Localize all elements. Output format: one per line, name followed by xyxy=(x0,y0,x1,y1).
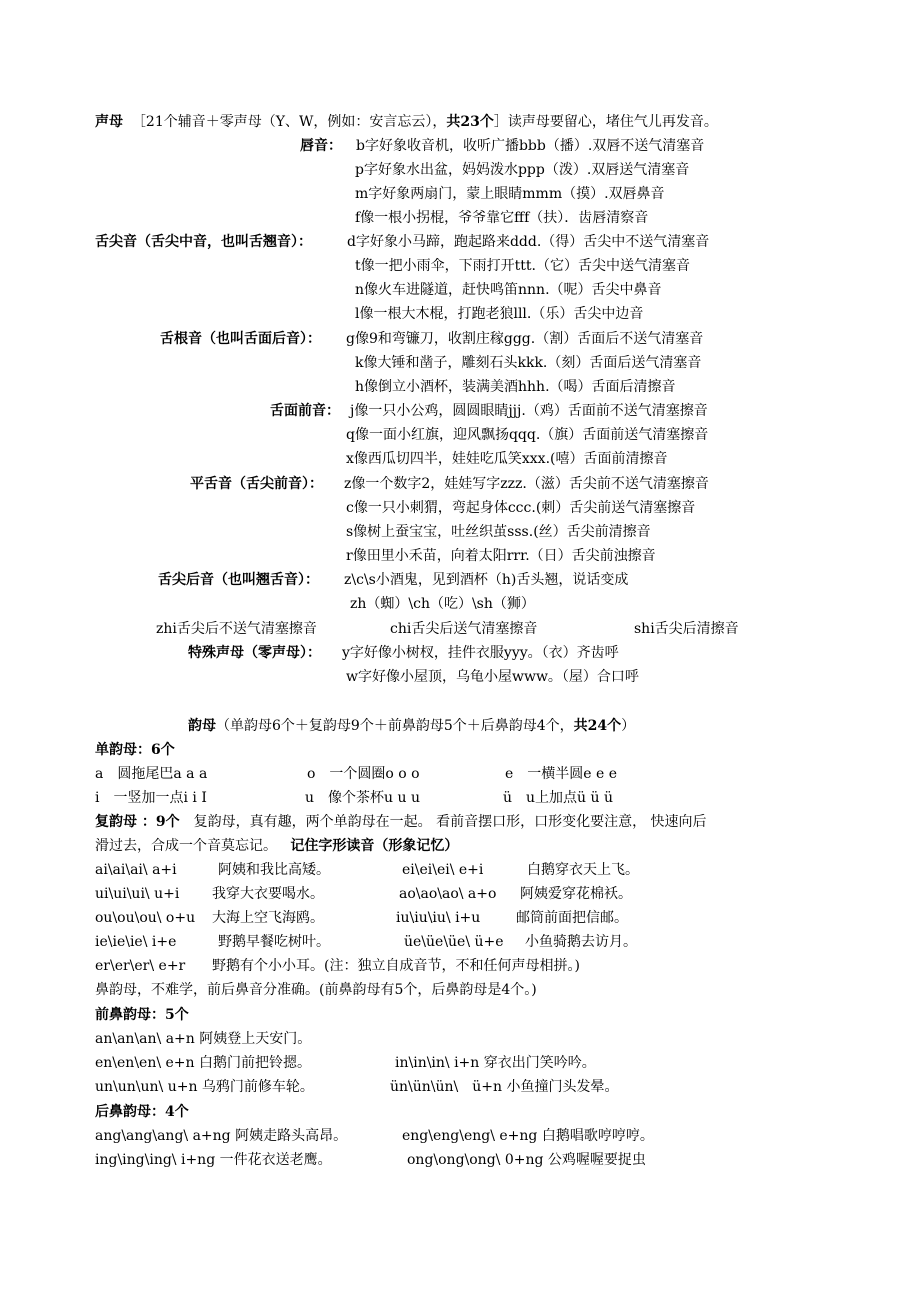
houbi-yunmu-item: ang\ang\ang\ a+ng 阿姨走路头高昂。 xyxy=(95,1128,348,1144)
qianbi-yunmu-heading: 前鼻韵母：5个 xyxy=(95,1007,189,1023)
fu-yunmu-code: ao\ao\ao\ a+o xyxy=(399,886,497,902)
shemian-qian-line: x像西瓜切四半，娃娃吃瓜笑xxx.(嘻）舌面前清擦音 xyxy=(346,451,668,467)
houbi-yunmu-heading: 后鼻韵母：4个 xyxy=(95,1104,189,1120)
fu-yunmu-text: 邮筒前面把信邮。 xyxy=(516,910,628,926)
yunmu-title-a: （单韵母6个＋复韵母9个＋前鼻韵母5个＋后鼻韵母4个， xyxy=(216,718,574,734)
shengmu-title: 声母 xyxy=(95,114,123,130)
shemian-qian-line: q像一面小红旗，迎风飘扬qqq.（旗）舌面前送气清塞擦音 xyxy=(346,427,709,443)
chunyin-line: m字好象两扇门，蒙上眼睛mmm（摸）.双唇鼻音 xyxy=(355,186,665,202)
fu-yunmu-code: er\er\er\ e+r xyxy=(95,958,186,974)
dan-yunmu-item: u 像个茶杯u u u xyxy=(305,790,420,806)
qianbi-yunmu-item: ün\ün\ün\ ü+n 小鱼撞门头发晕。 xyxy=(390,1079,619,1095)
fu-yunmu-intro2 xyxy=(95,836,458,856)
dan-yunmu-item: o 一个圆圈o o o xyxy=(307,766,420,782)
fu-yunmu-text: 阿姨爱穿花棉袄。 xyxy=(520,886,632,902)
houbi-yunmu-item: eng\eng\eng\ e+ng 白鹅唱歌哼哼哼。 xyxy=(402,1128,654,1144)
teshu-label: 特殊声母（零声母）： xyxy=(188,645,321,661)
yunmu-title: 韵母 xyxy=(188,718,216,734)
shegen-line: h像倒立小酒杯，装满美酒hhh.（喝）舌面后清擦音 xyxy=(355,379,676,395)
shejian-hou-desc: zhi舌尖后不送气清塞擦音 xyxy=(156,621,317,637)
houbi-yunmu-item: ong\ong\ong\ 0+ng 公鸡喔喔要捉虫 xyxy=(407,1152,646,1168)
dan-yunmu-item: e 一横半圆e e e xyxy=(505,766,618,782)
yunmu-title-c: ） xyxy=(621,718,636,734)
shegen-line: k像大锤和凿子，雕刻石头kkk.（刻）舌面后送气清塞音 xyxy=(355,355,702,371)
fu-yunmu-text: 野鹅有个小小耳。(注：独立自成音节，不和任何声母相拼。) xyxy=(212,958,580,974)
qianbi-yunmu-item: en\en\en\ e+n 白鹅门前把铃摁。 xyxy=(95,1055,311,1071)
shegen-line: g像9和弯镰刀，收割庄稼ggg.（割）舌面后不送气清塞音 xyxy=(346,331,704,347)
fu-yunmu-text: 野鹅早餐吃树叶。 xyxy=(218,934,330,950)
shejian-zhong-line: t像一把小雨伞，下雨打开ttt.（它）舌尖中送气清塞音 xyxy=(355,258,690,274)
fu-yunmu-text: 小鱼骑鹅去访月。 xyxy=(525,934,637,950)
yunmu-total: 共24个 xyxy=(573,718,622,734)
shengmu-intro-c: ］读声母要留心，堵住气儿再发音。 xyxy=(493,114,718,130)
houbi-yunmu-item: ing\ing\ing\ i+ng 一件花衣送老鹰。 xyxy=(95,1152,332,1168)
dan-yunmu-item: a 圆拖尾巴a a a xyxy=(95,766,208,782)
pingshe-line: s像树上蚕宝宝，吐丝织茧sss.(丝）舌尖前清擦音 xyxy=(346,524,651,540)
qianbi-yunmu-item: un\un\un\ u+n 乌鸦门前修车轮。 xyxy=(95,1079,314,1095)
chunyin-line: f像一根小拐棍，爷爷靠它fff（扶）．齿唇清察音 xyxy=(355,210,649,226)
dan-yunmu-item: i 一竖加一点i i I xyxy=(95,790,207,806)
fu-yunmu-text: 我穿大衣要喝水。 xyxy=(212,886,324,902)
pingshe-line: z像一个数字2，娃娃写字zzz.（滋）舌尖前不送气清塞擦音 xyxy=(344,476,709,492)
shejian-zhong-line: n像火车进隧道，赶快鸣笛nnn.（呢）舌尖中鼻音 xyxy=(355,282,662,298)
shejian-zhong-label: 舌尖音（舌尖中音，也叫舌翘音）： xyxy=(95,234,312,250)
shejian-zhong-line: d字好象小马蹄，跑起路来ddd.（得）舌尖中不送气清塞音 xyxy=(347,234,710,250)
qianbi-yunmu-item: an\an\an\ a+n 阿姨登上天安门。 xyxy=(95,1031,312,1047)
fu-yunmu-text: 大海上空飞海鸥。 xyxy=(212,910,324,926)
shejian-hou-desc: shi舌尖后清擦音 xyxy=(634,621,739,637)
pingshe-line: c像一只小刺猬，弯起身体ccc.(刺）舌尖前送气清塞擦音 xyxy=(346,500,696,516)
fu-yunmu-code: ou\ou\ou\ o+u xyxy=(95,910,196,926)
shegen-label: 舌根音（也叫舌面后音）： xyxy=(160,331,321,347)
fu-yunmu-intro2-a: 滑过去，合成一个音莫忘记。 xyxy=(95,838,277,854)
pingshe-line: r像田里小禾苗，向着太阳rrr.（日）舌尖前浊擦音 xyxy=(346,548,656,564)
fu-yunmu-code: ai\ai\ai\ a+i xyxy=(95,862,177,878)
shengmu-intro xyxy=(95,112,718,132)
fu-yunmu-code: üe\üe\üe\ ü+e xyxy=(404,934,504,950)
shejian-zhong-line: l像一根大木棍，打跑老狼lll.（乐）舌尖中边音 xyxy=(355,306,644,322)
teshu-line: y字好像小树杈，挂件衣服yyy。（衣）齐齿呼 xyxy=(342,645,619,661)
fu-yunmu-text: 阿姨和我比高矮。 xyxy=(218,862,330,878)
dan-yunmu-heading: 单韵母：6个 xyxy=(95,742,175,758)
chunyin-label: 唇音： xyxy=(300,138,342,154)
fu-yunmu-code: iu\iu\iu\ i+u xyxy=(396,910,481,926)
shejian-hou-desc: chi舌尖后送气清塞擦音 xyxy=(390,621,538,637)
yunmu-title-line xyxy=(188,716,635,736)
bi-yunmu-intro: 鼻韵母，不难学，前后鼻音分准确。(前鼻韵母有5个，后鼻韵母是4个。) xyxy=(95,982,537,998)
shemian-qian-label: 舌面前音： xyxy=(270,403,340,419)
shengmu-intro-a: ［21个辅音＋零声母（Y、W，例如：安言忘云）， xyxy=(131,114,447,130)
qianbi-yunmu-item: in\in\in\ i+n 穿衣出门笑吟吟。 xyxy=(395,1055,596,1071)
fu-yunmu-code: ie\ie\ie\ i+e xyxy=(95,934,177,950)
fu-yunmu-code: ui\ui\ui\ u+i xyxy=(95,886,180,902)
dan-yunmu-item: ü u上加点ü ü ü xyxy=(503,790,613,806)
pingshe-label: 平舌音（舌尖前音）： xyxy=(190,476,323,492)
teshu-line: w字好像小屋顶，乌龟小屋www。（屋）合口呼 xyxy=(346,669,639,685)
fu-yunmu-intro-text: 复韵母，真有趣，两个单韵母在一起。 看前音摆口形，口形变化要注意， 快速向后 xyxy=(179,814,707,830)
fu-yunmu-heading: 复韵母 ：9个 xyxy=(95,814,180,830)
chunyin-line: p字好象水出盆，妈妈泼水ppp（泼）.双唇送气清塞音 xyxy=(355,162,690,178)
chunyin-line: b字好象收音机，收听广播bbb（播）.双唇不送气清塞音 xyxy=(356,138,705,154)
fu-yunmu-intro xyxy=(95,812,707,832)
shengmu-total: 共23个 xyxy=(446,114,494,130)
fu-yunmu-text: 白鹅穿衣天上飞。 xyxy=(527,862,639,878)
shejian-hou-line: zh（蜘）\ch（吃）\sh（狮） xyxy=(350,596,535,612)
shemian-qian-line: j像一只小公鸡，圆圆眼睛jjj.（鸡）舌面前不送气清塞擦音 xyxy=(350,403,708,419)
fu-yunmu-memory: 记住字形读音（形象记忆） xyxy=(290,838,459,854)
fu-yunmu-code: ei\ei\ei\ e+i xyxy=(402,862,484,878)
shejian-hou-line: z\c\s小酒鬼，见到酒杯（h)舌头翘，说话变成 xyxy=(344,572,629,588)
shejian-hou-label: 舌尖后音（也叫翘舌音）： xyxy=(158,572,319,588)
